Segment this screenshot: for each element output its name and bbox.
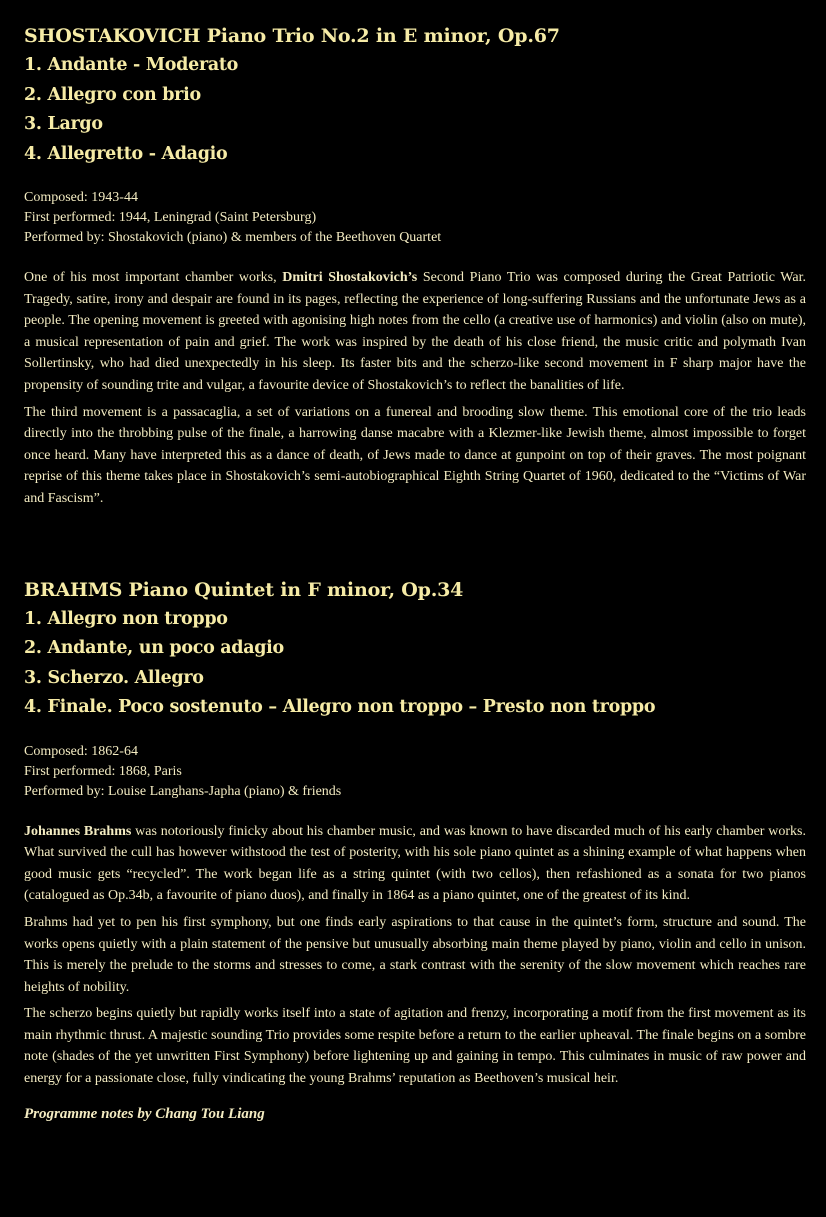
paragraph-text: Second Piano Trio was composed during the Great Patriotic War. Tragedy, satire, irony and despair are found in its pages, reflecting the experience of long-suffering Russians and the unfortunate Jews as a people. The opening movement is greeted with agonising high notes from the cello (a creative use of harmonics) and violin (also on mute), a musical representation of pain and grief. The work was inspired by the death of his close friend, the music critic and polymath Ivan Sollertinsky, who had died unexpectedly in his sleep. Its faster bits and the scherzo-like second movement in F sharp major have the propensity of sounding trite and vulgar, a favourite device of Shostakovich’s to reflect the banalities of life. xyxy=(24,270,806,393)
paragraph: The scherzo begins quietly but rapidly works itself into a state of agitation and frenzy, incorporating a motif from the first movement as its main rhythmic thrust. A majestic sounding Trio provides some respite before a return to the earlier upheaval. The finale begins on a sombre note (shades of the yet unwritten First Symphony) before lightening up and gaining in tempo. This culminates in music of raw power and energy for a passionate close, fully vindicating the young Brahms’ reputation as Beethoven’s musical heir. xyxy=(24,1006,806,1087)
movement-item: 2. Andante, un poco adagio xyxy=(24,638,284,659)
performed-by: Performed by: Shostakovich (piano) & members of the Beethoven Quartet xyxy=(24,230,442,245)
first-performed: First performed: 1944, Leningrad (Saint Petersburg) xyxy=(24,210,317,225)
shostakovich-section xyxy=(24,22,806,510)
composer-name: Dmitri Shostakovich’s xyxy=(282,270,418,285)
programme-credit: Programme notes by Chang Tou Liang xyxy=(24,1105,265,1122)
work-title: SHOSTAKOVICH Piano Trio No.2 in E minor, Op.67 xyxy=(24,25,560,47)
paragraph-intro: One of his most important chamber works, xyxy=(24,270,283,285)
work-metadata xyxy=(24,742,806,802)
movement-item: 4. Allegretto - Adagio xyxy=(24,143,228,164)
movement-item: 3. Largo xyxy=(24,114,103,134)
movement-item: 1. Andante - Moderato xyxy=(24,55,239,75)
composed-date: Composed: 1862-64 xyxy=(24,743,138,759)
paragraph xyxy=(24,267,806,397)
movement-item: 2. Allegro con brio xyxy=(24,84,201,105)
paragraph: The third movement is a passacaglia, a set of variations on a funereal and brooding slow theme. This emotional core of the trio leads directly into the throbbing pulse of the finale, a harrowing danse macabre with a Klezmer-like Jewish theme, almost impossible to forget once heard. Many have interpreted this as a dance of death, of Jews made to dance at gunpoint on top of their graves. The most poignant reprise of this theme takes place in Shostakovich’s semi-autobiographical Eighth String Quartet of 1960, dedicated to the “Victims of War and Fascism”. xyxy=(24,404,806,506)
movement-item: 4. Finale. Poco sostenuto – Allegro non troppo – Presto non troppo xyxy=(24,697,656,718)
paragraph xyxy=(24,821,806,907)
brahms-section xyxy=(24,576,806,1090)
paragraph-text: was notoriously finicky about his chamber music, and was known to have discarded much of his early chamber works. What survived the cull has however withstood the test of posterity, with his sole piano quintet as a shining example of what happens when good music gets “recycled”. The work began life as a string quintet (with two cellos), then refashioned as a sonata for two pianos (catalogued as Op.34b, a favourite of piano duos), and finally in 1864 as a piano quintet, one of the greatest of its kind. xyxy=(24,823,807,904)
first-performed: First performed: 1868, Paris xyxy=(24,763,182,779)
composer-name: Johannes Brahms xyxy=(24,823,132,839)
movement-item: 3. Scherzo. Allegro xyxy=(24,667,204,688)
work-title: BRAHMS Piano Quintet in F minor, Op.34 xyxy=(24,578,464,601)
work-metadata xyxy=(24,188,806,248)
movement-item: 1. Allegro non troppo xyxy=(24,608,228,629)
paragraph: Brahms had yet to pen his first symphony, but one finds early aspirations to that cause in the quintet’s form, structure and sound. The works opens quietly with a plain statement of the pensive but unusually absorbing main theme played by piano, violin and cello in unison. This is merely the prelude to the storms and stresses to come, a stark contrast with the serenity of the slow movement which reaches rare heights of nobility. xyxy=(24,914,806,995)
performed-by: Performed by: Louise Langhans-Japha (piano) & friends xyxy=(24,783,342,799)
composed-date: Composed: 1943-44 xyxy=(24,190,138,205)
